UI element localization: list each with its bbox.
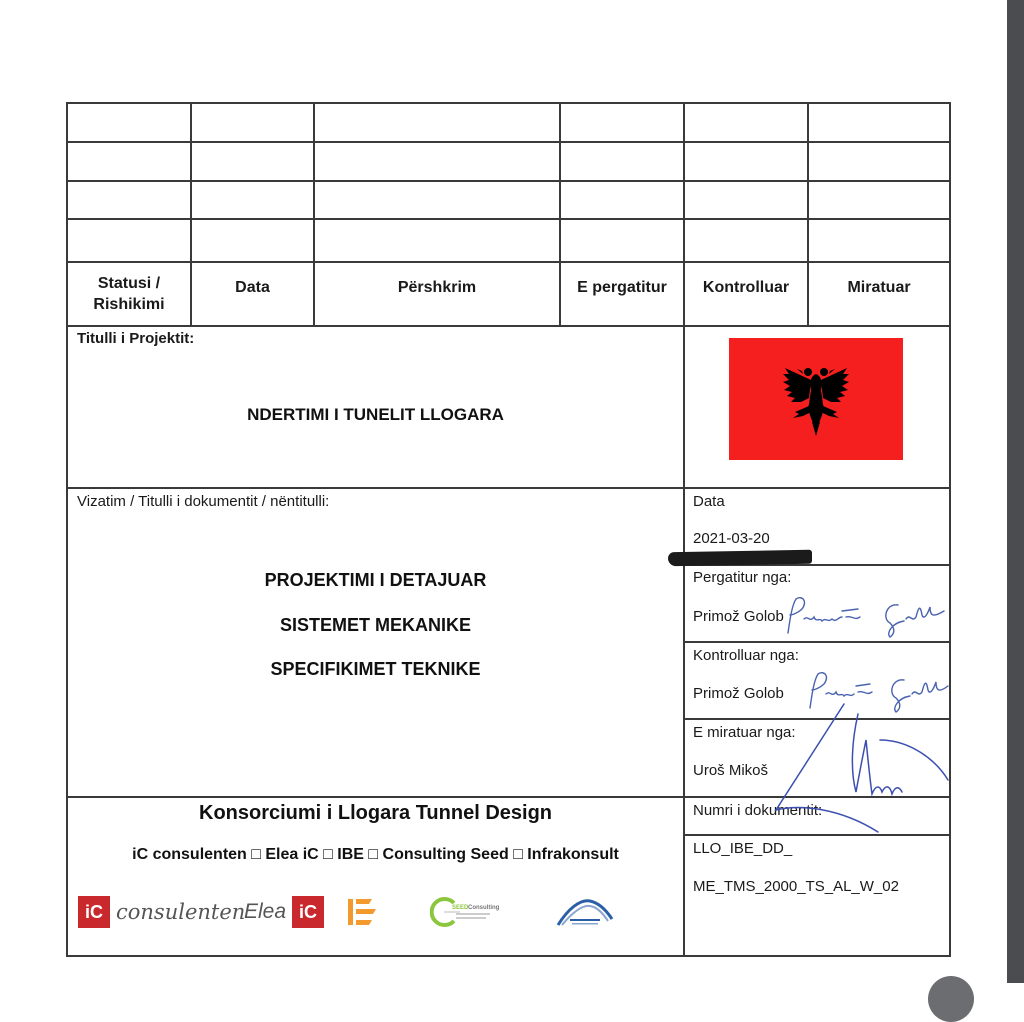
redaction-mark (668, 550, 812, 567)
viewer-scrollbar[interactable] (1007, 0, 1024, 983)
infrakonsult-logo-icon (552, 892, 618, 932)
project-title: NDERTIMI I TUNELIT LLOGARA (247, 405, 504, 424)
ic-consulenten-text: consulenten (116, 900, 246, 924)
header-checked: Kontrolluar (702, 279, 790, 296)
signature-prepared-icon (778, 593, 948, 641)
consortium-members: iC consulenten □ Elea iC □ IBE □ Consulting Seed □ Infrakonsult (132, 846, 619, 863)
svg-text:Consulting: Consulting (468, 905, 500, 911)
date-value: 2021-03-20 (693, 530, 770, 547)
elea-ic-mark-icon: iC (292, 896, 324, 928)
header-status-line1: Statusi / (97, 275, 161, 292)
approved-by-label: E miratuar nga: (693, 724, 796, 741)
header-prepared: E pergatitur (577, 279, 667, 296)
document-title-line-1: PROJEKTIMI I DETAJUAR (264, 570, 487, 590)
consortium-title: Konsorciumi i Llogara Tunnel Design (199, 802, 552, 824)
ic-mark-icon: iC (78, 896, 110, 928)
prepared-by-label: Pergatitur nga: (693, 569, 792, 586)
document-title-line-3: SPECIFIKIMET TEKNIKE (270, 659, 481, 679)
elea-ic-logo (244, 892, 324, 932)
checked-by-name: Primož Golob (693, 685, 784, 702)
elea-text: Elea (244, 900, 287, 923)
svg-text:SEED: SEED (452, 905, 469, 911)
header-description: Përshkrim (397, 279, 477, 296)
header-approved: Miratuar (847, 279, 911, 296)
document-title-line-2: SISTEMET MEKANIKE (279, 615, 471, 635)
signature-checked-icon (800, 668, 950, 716)
prepared-by-name: Primož Golob (693, 608, 784, 625)
document-number-label: Numri i dokumentit: (693, 802, 823, 819)
albanian-flag-icon (729, 338, 903, 460)
document-number-line-1: LLO_IBE_DD_ (693, 840, 793, 857)
header-status-line2: Rishikimi (93, 296, 165, 313)
project-title-label: Titulli i Projektit: (77, 330, 195, 347)
ic-consulenten-logo (78, 892, 245, 932)
header-date: Data (235, 279, 270, 296)
seed-consulting-logo-icon (430, 892, 506, 932)
partner-logos (78, 892, 678, 932)
checked-by-label: Kontrolluar nga: (693, 647, 799, 664)
date-label: Data (693, 493, 725, 510)
document-number-line-2: ME_TMS_2000_TS_AL_W_02 (693, 878, 899, 895)
approved-by-name: Uroš Mikoš (693, 762, 769, 779)
document-title-label: Vizatim / Titulli i dokumentit / nëntitulli: (77, 493, 330, 510)
ibe-logo-icon (348, 892, 378, 932)
header-status (68, 263, 190, 325)
